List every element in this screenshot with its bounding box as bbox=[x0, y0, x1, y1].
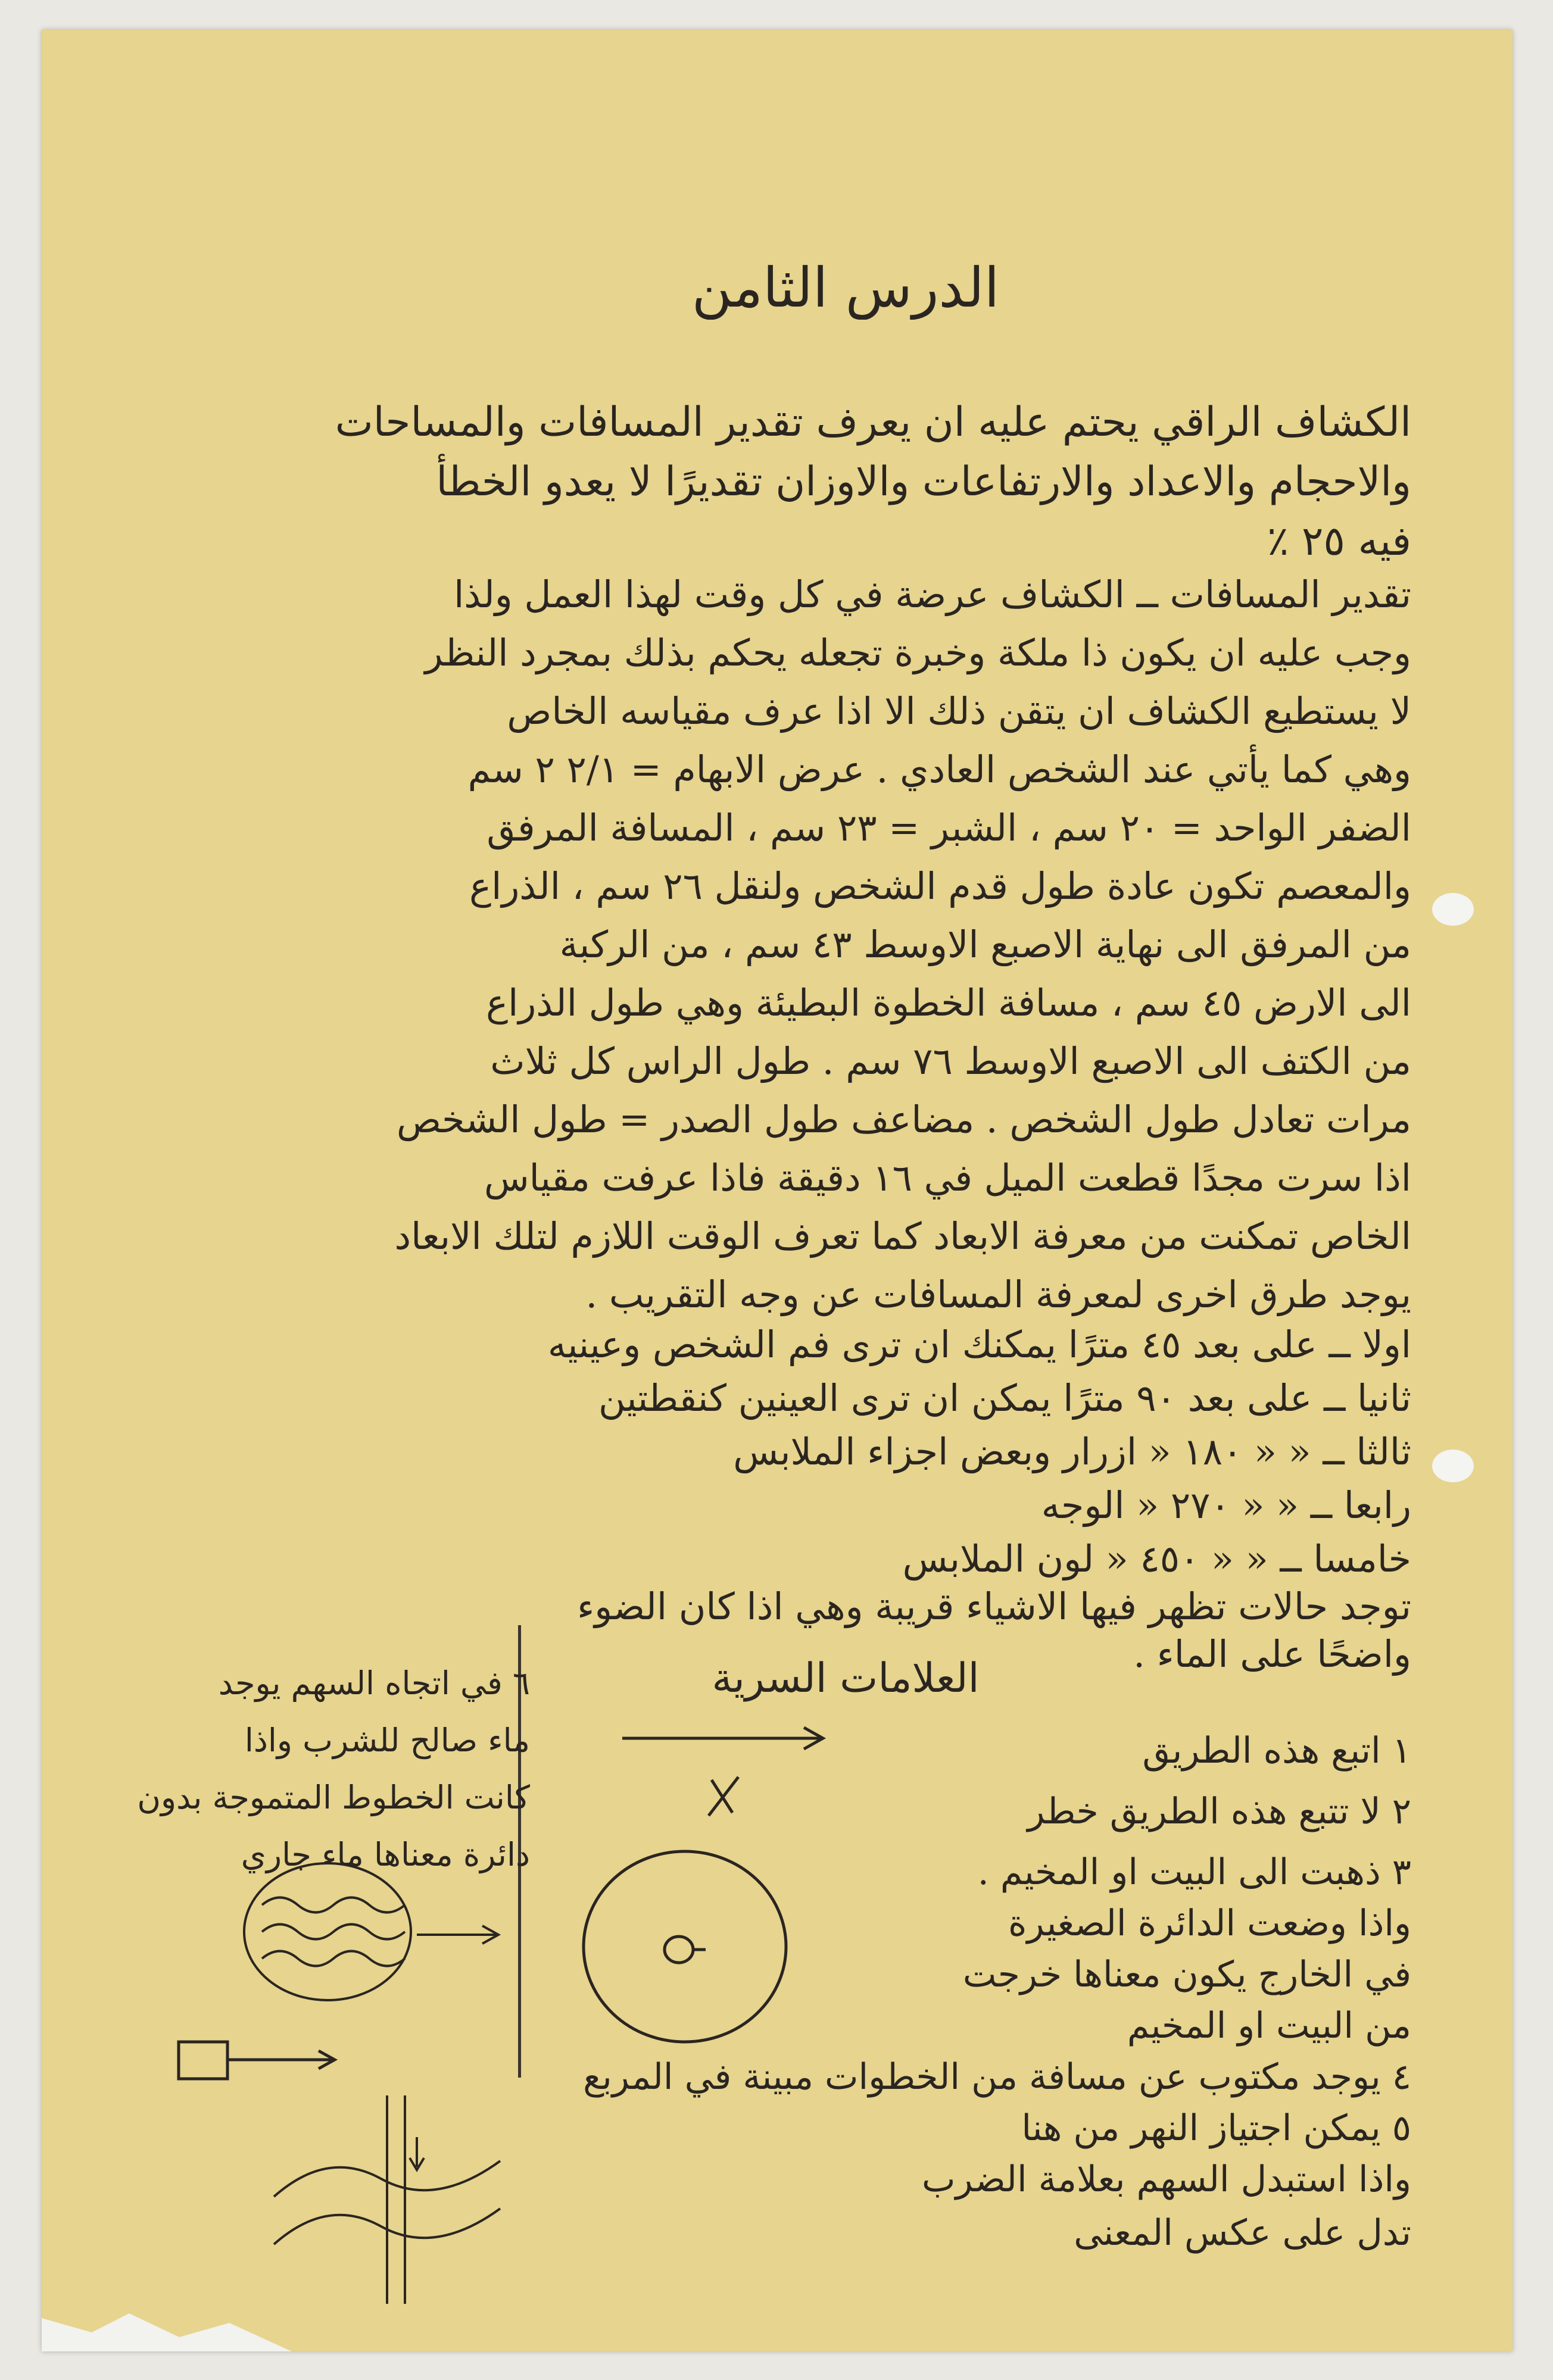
sign6-line: ماء صالح للشرب واذا bbox=[244, 1722, 530, 1759]
document-page bbox=[42, 30, 1513, 2351]
method-line: خامسا ــ « « ٤٥٠ « لون الملابس bbox=[902, 1537, 1411, 1581]
visibility-line: توجد حالات تظهر فيها الاشياء قريبة وهي اذا كان الضوء bbox=[577, 1585, 1411, 1628]
follow-road-arrow bbox=[622, 1728, 823, 1749]
distances-line: وجب عليه ان يكون ذا ملكة وخبرة تجعله يحكم بذلك بمجرد النظر bbox=[425, 631, 1411, 674]
sign6-line: ٦ في اتجاه السهم يوجد bbox=[218, 1664, 530, 1702]
distances-line: يوجد طرق اخرى لمعرفة المسافات عن وجه التقريب . bbox=[585, 1273, 1411, 1316]
distances-line: الضفر الواحد = ٢٠ سم ، الشبر = ٢٣ سم ، المسافة المرفق bbox=[487, 806, 1411, 849]
intro-line: الكشاف الراقي يحتم عليه ان يعرف تقدير المسافات والمساحات bbox=[335, 399, 1411, 446]
river-crossing-sign bbox=[274, 2095, 500, 2304]
sign-line: من البيت او المخيم bbox=[1127, 2005, 1411, 2047]
sign-line: ٤ يوجد مكتوب عن مسافة من الخطوات مبينة في المربع bbox=[583, 2056, 1411, 2098]
visibility-line: واضحًا على الماء . bbox=[1133, 1632, 1411, 1676]
sign-line: واذا استبدل السهم بعلامة الضرب bbox=[922, 2159, 1411, 2200]
sign-line: ٣ ذهبت الى البيت او المخيم . bbox=[977, 1851, 1411, 1893]
distances-line: تقدير المسافات ــ الكشاف عرضة في كل وقت لهذا العمل ولذا bbox=[454, 573, 1411, 616]
distances-line: والمعصم تكون عادة طول قدم الشخص ولنقل ٢٦ سم ، الذراع bbox=[469, 864, 1411, 908]
distances-line: من الكتف الى الاصبع الاوسط ٧٦ سم . طول الراس كل ثلاث bbox=[490, 1039, 1411, 1083]
distances-line: الى الارض ٤٥ سم ، مسافة الخطوة البطيئة وهي طول الذراع bbox=[486, 981, 1411, 1025]
method-line: ثانيا ــ على بعد ٩٠ مترًا يمكن ان ترى العينين كنقطتين bbox=[598, 1376, 1411, 1420]
signs-title: العلامات السرية bbox=[712, 1655, 980, 1702]
distances-line: اذا سرت مجدًا قطعت الميل في ١٦ دقيقة فاذا عرفت مقياس bbox=[484, 1156, 1411, 1200]
lesson-title: الدرس الثامن bbox=[691, 256, 1000, 320]
method-line: ثالثا ــ « « ١٨٠ « ازرار وبعض اجزاء الملابس bbox=[733, 1430, 1411, 1473]
intro-line: والاحجام والاعداد والارتفاعات والاوزان تقديرًا لا يعدو الخطأ bbox=[436, 458, 1411, 505]
sign6-line: كانت الخطوط المتموجة بدون bbox=[137, 1779, 530, 1816]
distance-square-sign bbox=[179, 2042, 335, 2079]
sign-line: ٢ لا تتبع هذه الطريق خطر bbox=[1027, 1791, 1411, 1832]
distances-line: الخاص تمكنت من معرفة الابعاد كما تعرف الوقت اللازم لتلك الابعاد bbox=[394, 1214, 1411, 1258]
home-circle-sign bbox=[584, 1851, 786, 2042]
sign-line: واذا وضعت الدائرة الصغيرة bbox=[1008, 1903, 1411, 1944]
sign6-line: دائرة معناها ماء جاري bbox=[241, 1836, 530, 1873]
distances-line: لا يستطيع الكشاف ان يتقن ذلك الا اذا عرف مقياسه الخاص bbox=[507, 689, 1411, 733]
sketches bbox=[42, 30, 1513, 2351]
method-line: اولا ــ على بعد ٤٥ مترًا يمكنك ان ترى فم الشخص وعينيه bbox=[547, 1323, 1411, 1366]
sign-line: ٥ يمكن اجتياز النهر من هنا bbox=[1021, 2107, 1411, 2149]
water-sign bbox=[244, 1863, 498, 2000]
method-line: رابعا ــ « « ٢٧٠ « الوجه bbox=[1041, 1483, 1411, 1527]
sign-line: في الخارج يكون معناها خرجت bbox=[962, 1954, 1411, 1995]
distances-line: مرات تعادل طول الشخص . مضاعف طول الصدر = طول الشخص bbox=[397, 1098, 1411, 1141]
danger-cross bbox=[709, 1777, 738, 1816]
intro-line: فيه ٢٥ ٪ bbox=[1267, 518, 1411, 565]
sign-line: تدل على عكس المعنى bbox=[1074, 2212, 1411, 2254]
distances-line: وهي كما يأتي عند الشخص العادي . عرض الابهام = ٢/١ ٢ سم bbox=[467, 748, 1411, 791]
distances-line: من المرفق الى نهاية الاصبع الاوسط ٤٣ سم ، من الركبة bbox=[559, 923, 1411, 966]
sign-line: ١ اتبع هذه الطريق bbox=[1142, 1730, 1411, 1772]
